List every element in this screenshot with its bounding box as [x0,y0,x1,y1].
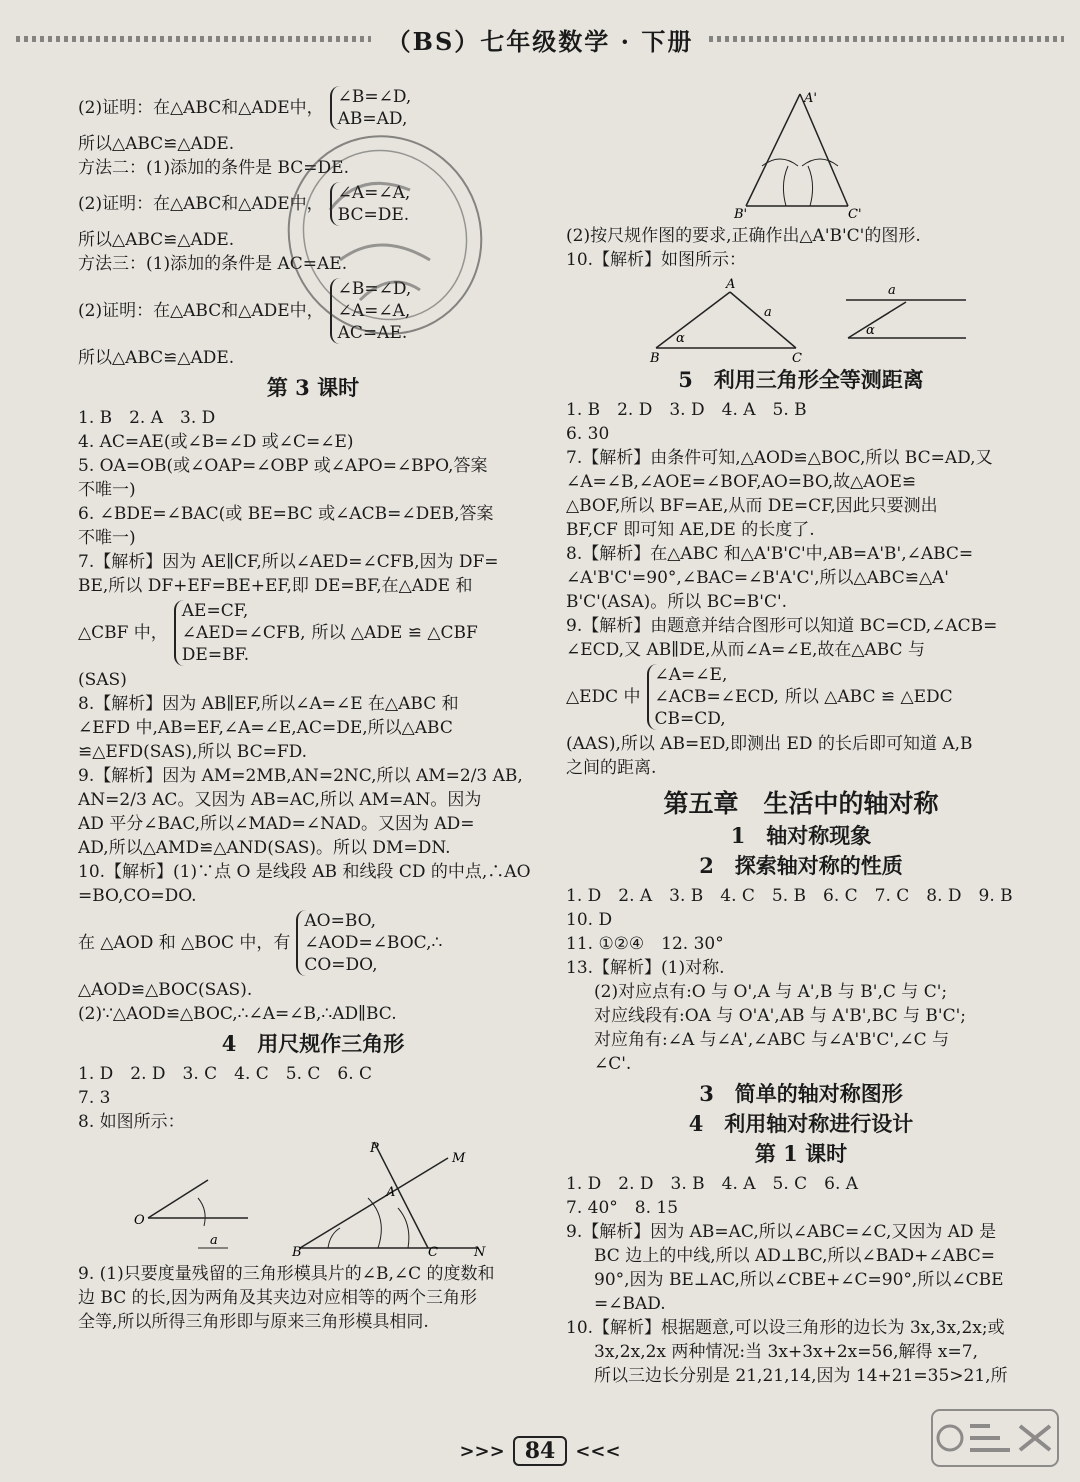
brace-system [78,910,548,976]
text-line-indented: ∠C'. [594,1054,632,1074]
text-line: ≌△EFD(SAS),所以 BC=FD. [78,742,308,762]
label-B: B [292,1245,302,1258]
brace-lead: (2)证明：在△ABC和△ADE中， [78,301,324,321]
section-heading: 4 用尺规作三角形 [221,1031,405,1056]
text-line: 6. 30 [566,424,610,444]
label-a-given: a [888,283,896,298]
figure-triangle-construction [566,88,1036,220]
text-line: 1. D 2. A 3. B 4. C 5. B 6. C 7. C 8. D 9. B [566,886,1013,906]
text-line: 不唯一) [78,528,136,548]
brace-lead: (2)证明：在△ABC和△ADE中， [78,194,324,214]
label-P: P [370,1141,379,1156]
label-A-prime: A' [804,91,817,106]
brace-item: ∠B=∠D, [337,279,412,299]
label-M: M [452,1151,466,1166]
text-line-indented: 3x,2x,2x 两种情况:当 3x+3x+2x=56,解得 x=7, [594,1342,978,1362]
brace-item: AB=AD, [337,109,408,129]
brace-stack [174,600,306,666]
text-line: ∠EFD 中,AB=EF,∠A=∠E,AC=DE,所以△ABC [78,718,453,738]
brace-item: AO=BO, [304,911,376,931]
brace-item: AE=CF, [181,601,249,621]
text-line: (2)按尺规作图的要求,正确作出△A'B'C'的图形. [566,226,921,246]
text-line-indented: 所以三边长分别是 21,21,14,因为 14+21=35>21,所 [594,1366,1008,1386]
text-line-indented: 对应角有:∠A 与∠A',∠ABC 与∠A'B'C',∠C 与 [594,1030,950,1050]
text-line: AD 平分∠BAC,所以∠MAD=∠NAD。又因为 AD= [78,814,475,834]
text-line: 13.【解析】(1)对称. [566,958,725,978]
chapter-heading: 第五章 生活中的轴对称 [663,789,939,818]
fig10-BA [656,292,730,348]
label-a-side: a [764,305,772,320]
brace-item: DE=BF. [181,645,250,665]
text-line: 10.【解析】根据题意,可以设三角形的边长为 3x,3x,2x;或 [566,1318,1005,1338]
angle-arc [198,1198,205,1226]
text-line: 11. ①②④ 12. 30° [566,934,724,954]
label-C: C [792,351,802,362]
text-line: (SAS) [78,670,127,690]
brace-stack [296,910,442,976]
section-heading: 3 简单的轴对称图形 [699,1081,903,1106]
section-heading: 1 轴对称现象 [730,823,872,848]
text-line: 之间的距离. [566,758,657,778]
text-line: 全等,所以所得三角形即与原来三角形模具相同. [78,1312,429,1332]
footer-arrows-left: >>> [459,1440,505,1462]
brace-lead: (2)证明：在△ABC和△ADE中， [78,98,324,118]
brace-tail: 所以 △ADE ≌ △CBF [311,623,478,643]
text-line: 7.【解析】由条件可知,△AOD≌△BOC,所以 BC=AD,又 [566,448,993,468]
page-footer [0,1436,1080,1466]
section-heading: 2 探索轴对称的性质 [699,853,903,878]
brace-tail: 所以 △ABC ≌ △EDC [784,687,953,707]
text-line: △BOF,所以 BF=AE,从而 DE=CF,因此只要测出 [566,496,938,516]
text-line: 所以△ABC≌△ADE. [78,348,235,368]
brace-lead: △CBF 中， [78,623,168,643]
text-line: =BO,CO=DO. [78,886,197,906]
text-line: 4. AC=AE(或∠B=∠D 或∠C=∠E) [78,432,354,452]
section-heading: 第 3 课时 [266,375,360,400]
brace-system [78,182,548,226]
text-line-indented: BC 边上的中线,所以 AD⊥BC,所以∠BAD+∠ABC= [594,1246,996,1266]
text-line: 所以△ABC≌△ADE. [78,134,235,154]
text-line: 9.【解析】因为 AM=2MB,AN=2NC,所以 AM=2/3 AB, [78,766,523,786]
label-B: B [650,351,660,362]
text-line: 7. 3 [78,1088,111,1108]
text-line: (AAS),所以 AB=ED,即测出 ED 的长后即可知道 A,B [566,734,973,754]
construction-arcs-top [762,159,838,206]
text-line: 10.【解析】(1)∵点 O 是线段 AB 和线段 CD 的中点,∴AO [78,862,531,882]
label-A: A [386,1185,396,1200]
fig10-CA [730,292,796,348]
brace-stack [647,664,779,730]
section-heading: 4 利用轴对称进行设计 [688,1111,914,1136]
brace-item: AC=AE. [337,323,408,343]
figure-10-construction [566,276,1036,362]
text-line: ∠ECD,又 AB∥DE,从而∠A=∠E,故在△ABC 与 [566,640,925,660]
text-line: BF,CF 即可知 AE,DE 的长度了. [566,520,815,540]
text-line: 方法二：(1)添加的条件是 BC=DE. [78,158,349,178]
brace-lead: 在 △AOD 和 △BOC 中，有 [78,933,291,953]
brace-stack [330,182,411,226]
right-column [566,84,1036,1388]
label-A: A [726,277,736,292]
label-a: a [210,1233,218,1248]
brace-item: CO=DO, [304,955,378,975]
text-line: 1. D 2. D 3. C 4. C 5. C 6. C [78,1064,373,1084]
text-line: B'C'(ASA)。所以 BC=B'C'. [566,592,788,612]
text-line: 9.【解析】由题意并结合图形可以知道 BC=CD,∠ACB= [566,616,998,636]
figure-8-construction [78,1138,548,1258]
text-line: 9. (1)只要度量残留的三角形模具片的∠B,∠C 的度数和 [78,1264,495,1284]
footer-arrows-right: <<< [575,1440,621,1462]
text-line: 5. OA=OB(或∠OAP=∠OBP 或∠APO=∠BPO,答案 [78,456,488,476]
angle-alpha-ray [848,302,906,338]
label-C: C [428,1245,438,1258]
brace-item: ∠B=∠D, [337,87,412,107]
text-line-indented: =∠BAD. [594,1294,666,1314]
brace-system [78,86,548,130]
label-N: N [474,1245,486,1258]
brace-item: BC=DE. [337,205,410,225]
text-line: 10.【解析】如图所示： [566,250,747,270]
page-number: 84 [513,1436,568,1466]
text-line: ∠A=∠B,∠AOE=∠BOF,AO=BO,故△AOE≌ [566,472,917,492]
header-ornament-right [709,36,1064,42]
text-line: 方法三：(1)添加的条件是 AC=AE. [78,254,348,274]
text-line: 8.【解析】在△ABC 和△A'B'C'中,AB=A'B',∠ABC= [566,544,974,564]
line-PC [374,1142,428,1248]
brace-item: ∠AED=∠CFB, [181,623,306,643]
text-line: 8. 如图所示： [78,1112,185,1132]
label-B-prime: B' [734,207,748,220]
brace-item: ∠A=∠E, [654,665,728,685]
text-line: 9.【解析】因为 AB=AC,所以∠ABC=∠C,又因为 AD 是 [566,1222,997,1242]
text-line: 所以△ABC≌△ADE. [78,230,235,250]
text-line: 1. D 2. D 3. B 4. A 5. C 6. A [566,1174,859,1194]
text-line: 7. 40° 8. 15 [566,1198,679,1218]
brace-system [78,600,548,666]
brace-item: CB=CD, [654,709,726,729]
label-alpha-given: α [866,323,875,338]
text-line: (2)∵△AOD≌△BOC,∴∠A=∠B,∴AD∥BC. [78,1004,397,1024]
line-BM [300,1158,448,1248]
text-line: 边 BC 的长,因为两角及其夹边对应相等的两个三角形 [78,1288,478,1308]
brace-item: ∠A=∠A, [337,301,411,321]
text-line-indented: 90°,因为 BE⊥AC,所以∠CBE+∠C=90°,所以∠CBE [594,1270,1004,1290]
text-line: 1. B 2. D 3. D 4. A 5. B [566,400,807,420]
text-line: BE,所以 DF+EF=BE+EF,即 DE=BF,在△ADE 和 [78,576,473,596]
text-line: 不唯一) [78,480,136,500]
page-header [0,24,1080,54]
text-line-indented: (2)对应点有:O 与 O',A 与 A',B 与 B',C 与 C'; [594,982,948,1002]
text-line: 10. D [566,910,613,930]
left-column [78,84,548,1334]
text-line: ∠A'B'C'=90°,∠BAC=∠B'A'C',所以△ABC≌△A' [566,568,949,588]
text-line: 8.【解析】因为 AB∥EF,所以∠A=∠E 在△ABC 和 [78,694,459,714]
section-heading: 5 利用三角形全等测距离 [678,367,924,392]
side-CA [800,94,848,206]
brace-item: ∠AOD=∠BOC,∴ [304,933,443,953]
text-line-indented: 对应线段有:OA 与 O'A',AB 与 A'B',BC 与 B'C'; [594,1006,967,1026]
header-ornament-left [16,36,371,42]
text-line: AD,所以△AMD≌△AND(SAS)。所以 DM=DN. [78,838,451,858]
brace-item: ∠ACB=∠ECD, [654,687,779,707]
brace-system [78,278,548,344]
brace-lead: △EDC 中 [566,687,641,707]
text-line: 7.【解析】因为 AE∥CF,所以∠AED=∠CFB,因为 DF= [78,552,499,572]
brace-stack [330,278,412,344]
text-line: AN=2/3 AC。又因为 AB=AC,所以 AM=AN。因为 [78,790,482,810]
label-C-prime: C' [848,207,862,220]
text-line: △AOD≌△BOC(SAS). [78,980,253,1000]
side-BA [746,94,800,206]
brace-stack [330,86,412,130]
section-heading: 第 1 课时 [754,1141,848,1166]
text-line: 1. B 2. A 3. D [78,408,216,428]
header-title: （BS）七年级数学 · 下册 [386,26,694,56]
text-line: 6. ∠BDE=∠BAC(或 BE=BC 或∠ACB=∠DEB,答案 [78,504,494,524]
brace-system [566,664,1036,730]
label-O: O [134,1213,145,1228]
label-alpha: α [676,331,685,346]
brace-item: ∠A=∠A, [337,183,411,203]
